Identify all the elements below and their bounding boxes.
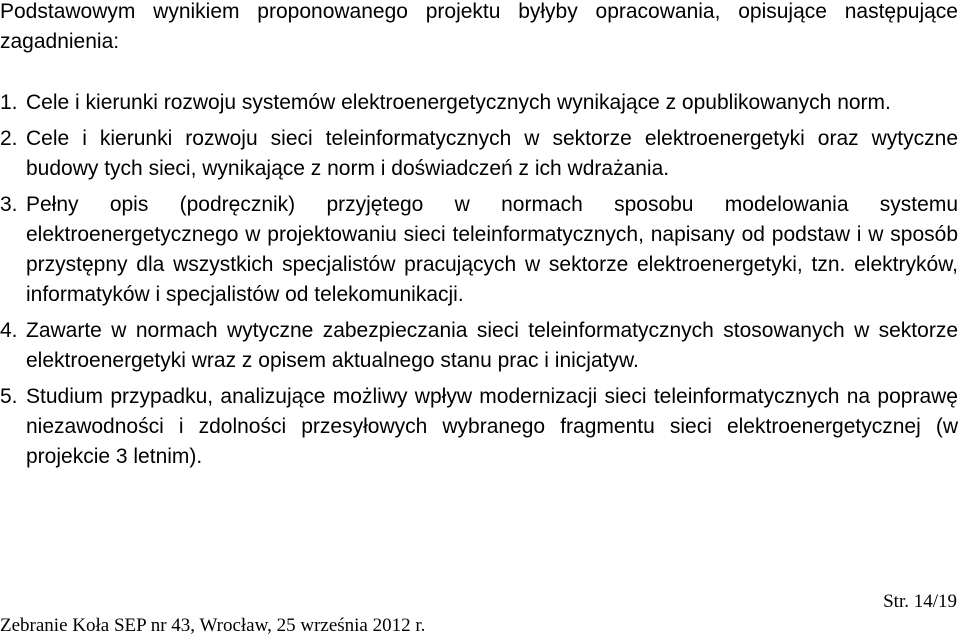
list-item-text: Cele i kierunki rozwoju sieci teleinformatycznych w sektorze elektroenergetyki oraz wytyczne budowy tych sieci, wynikające z norm i doświadczeń z ich wdrażania. [26,127,958,180]
list-item [0,316,958,376]
list-item-number: 2. [0,127,18,150]
list-item [0,88,958,118]
list-item [0,382,958,472]
list-item-number: 5. [0,385,18,408]
list-item [0,190,958,310]
list-item-text: Cele i kierunki rozwoju systemów elektroenergetycznych wynikające z opublikowanych norm. [26,91,891,114]
topics-list [0,88,958,472]
intro-paragraph: Podstawowym wynikiem proponowanego projektu byłyby opracowania, opisujące następujące zagadnienia: [0,0,958,53]
list-item-number: 4. [0,319,18,342]
page-number: Str. 14/19 [883,591,957,612]
list-item-number: 3. [0,193,18,216]
list-item-number: 1. [0,91,18,114]
list-item-text: Studium przypadku, analizujące możliwy wpływ modernizacji sieci teleinformatycznych na poprawę niezawodności i zdolności przesyłowych wybranego fragmentu sieci elektroenergetycznej (w projekcie 3 letnim). [26,385,958,468]
list-item [0,124,958,184]
footer-event-info: Zebranie Koła SEP nr 43, Wrocław, 25 września 2012 r. [0,615,426,636]
list-item-text: Pełny opis (podręcznik) przyjętego w normach sposobu modelowania systemu elektroenergetycznego w projektowaniu sieci teleinformatycznych, napisany od podstaw i w sposób przystępny dla wszystkich specjalistów pracujących w sektorze elektroenergetyki, tzn. elektryków, informatyków i specjalistów od telekomunikacji. [26,193,958,306]
list-item-text: Zawarte w normach wytyczne zabezpieczania sieci teleinformatycznych stosowanych w sektorze elektroenergetyki wraz z opisem aktualnego stanu prac i inicjatyw. [26,319,958,372]
